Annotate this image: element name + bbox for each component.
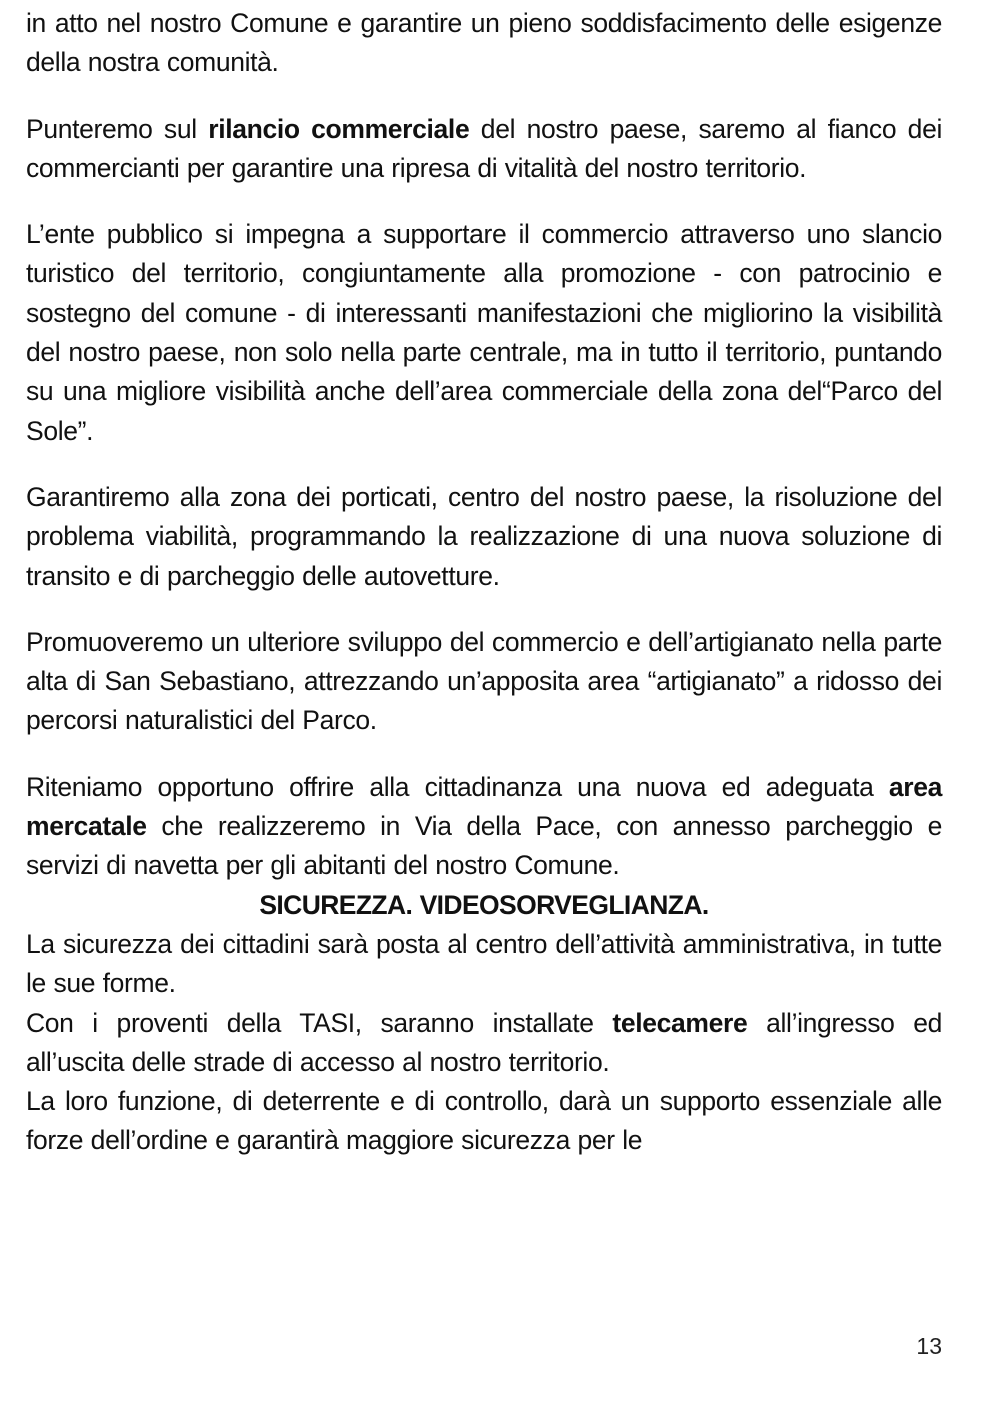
page-number: 13 bbox=[916, 1333, 942, 1359]
document-page bbox=[26, 4, 942, 1161]
section-heading: SICUREZZA. VIDEOSORVEGLIANZA. bbox=[259, 889, 709, 920]
paragraph-cameras bbox=[26, 1004, 942, 1083]
paragraph-artigianato: Promuoveremo un ulteriore sviluppo del commercio e dell’artigianato nella parte alta di San Sebastiano, attrezzando un’apposita area “artigianato” a ridosso dei percorsi naturalistici del Parco. bbox=[26, 626, 942, 736]
paragraph-text: del nostro paese, saremo al fianco dei commercianti per garantire una ripresa di vitalità del nostro territorio. bbox=[26, 113, 942, 183]
bold-keyword: area mercatale bbox=[26, 771, 942, 842]
paragraph-market-area bbox=[26, 768, 942, 886]
paragraph-commercial-relaunch bbox=[26, 110, 942, 189]
paragraph-intro: in atto nel nostro Comune e garantire un pieno soddisfacimento delle esigenze della nostra comunità. bbox=[26, 8, 942, 78]
paragraph-porticati: Garantiremo alla zona dei porticati, centro del nostro paese, la risoluzione del problema viabilità, programmando la realizzazione di una nuova soluzione di transito e di parcheggio delle autovetture. bbox=[26, 481, 942, 591]
paragraph-security: La sicurezza dei cittadini sarà posta al centro dell’attività amministrativa, in tutte le sue forme. bbox=[26, 928, 942, 999]
paragraph-text: Punteremo sul bbox=[26, 113, 209, 144]
bold-keyword: rilancio commerciale bbox=[208, 113, 470, 144]
paragraph-function: La loro funzione, di deterrente e di controllo, darà un supporto essenziale alle forze dell’ordine e garantirà maggiore sicurezza per le bbox=[26, 1086, 942, 1156]
paragraph-text: che realizzeremo in Via della Pace, con annesso parcheggio e servizi di navetta per gli abitanti del nostro Comune. bbox=[26, 811, 942, 881]
paragraph-text: all’ingresso ed all’uscita delle strade di accesso al nostro territorio. bbox=[26, 1007, 942, 1077]
paragraph-text: Con i proventi della TASI, saranno installate bbox=[26, 1007, 613, 1038]
bold-keyword: telecamere bbox=[612, 1007, 748, 1038]
paragraph-public-support: L’ente pubblico si impegna a supportare il commercio attraverso uno slancio turistico del territorio, congiuntamente alla promozione - con patrocinio e sostegno del comune - di interessanti manifestazioni che migliorino la visibilità del nostro paese, non solo nella parte centrale, ma in tutto il territorio, puntando su una migliore visibilità anche dell’area commerciale della zona del“Parco del Sole”. bbox=[26, 219, 942, 446]
paragraph-text: Riteniamo opportuno offrire alla cittadinanza una nuova ed adeguata bbox=[26, 771, 889, 802]
